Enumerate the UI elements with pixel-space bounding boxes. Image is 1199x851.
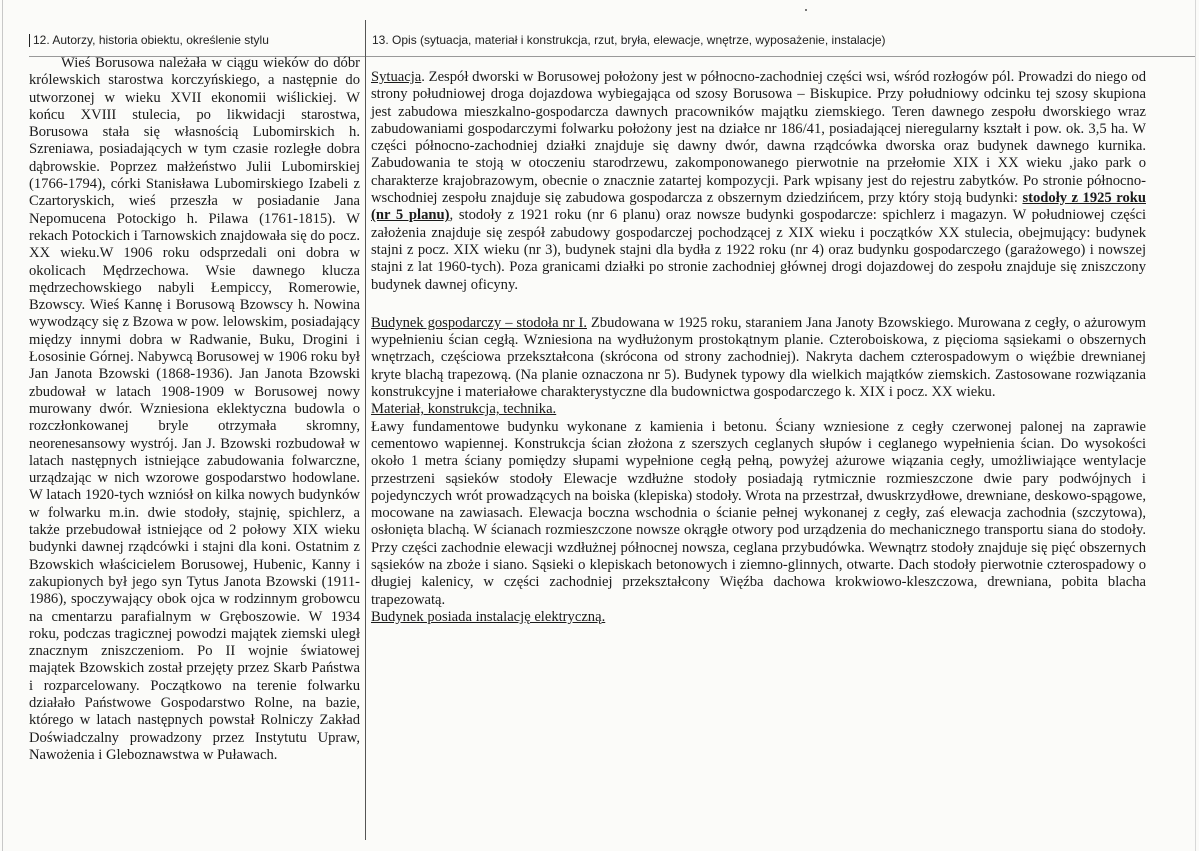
- description-column: [371, 69, 1146, 626]
- situation-paragraph: [371, 69, 1146, 294]
- history-column: [29, 55, 360, 764]
- situation-barn-reference: stodoły z 1925 roku (nr 5 planu): [371, 190, 1146, 224]
- material-heading: [371, 401, 1146, 418]
- section-13-header: 13. Opis (sytuacja, materiał i konstrukcja, rzut, bryła, elewacje, wnętrze, wyposażenie, instalacje): [372, 33, 886, 47]
- material-paragraph: Ławy fundamentowe budynku wykonane z kamienia i betonu. Ściany wzniesione z cegły czerwonej palonej na zaprawie cementowo wapiennej. Konstrukcja ścian złożona z szerszych ceglanych słupów i ceglanego wypełnienia ścian. Do wysokości około 1 metra ściany pomiędzy słupami wypełnione cegłą pełną, powyżej ażurowe wiązania cegły, umożliwiające wentylacje przestrzeni sąsieków stodoły Elewacje wzdłużne stodoły posiadają rytmicznie rozmieszczone dwie pary podwójnych i pojedynczych wrót prowadzących na boiska (klepiska) stodoły. Wrota na przestrzał, dwuskrzydłowe, drewniane, deskowo-spągowe, mocowane na zawiasach. Elewacja boczna wschodnia o ścianie pełnej wykonanej z cegły, zaś elewacja zachodnia (szczytowa), osłonięta blachą. W ścianach rozmieszczone nowsze okrągłe otwory pod urządzenia do mechanicznego transportu siana do stodoły. Przy części zachodnie elewacji wzdłużnej północnej nowsza, ceglana przybudówka. Wewnątrz stodoły znajduje się pięć obszernych sąsieków na zboże i siano. Sąsieki o klepiskach betonowych i ziemno-glinnych, otwarte. Dach stodoły pierwotnie czterospadowy o długiej kalenicy, w części zachodniej przekształcony Więźba dachowa krokwiowo-kleszczowa, drewniana, pobita blacha trapezowatą.: [371, 418, 1146, 608]
- building-paragraph: [371, 315, 1146, 401]
- material-label: Materiał, konstrukcja, technika.: [371, 401, 557, 418]
- building-text: Zbudowana w 1925 roku, staraniem Jana Janoty Bzowskiego. Murowana z cegły, o ażurowym wypełnieniu ścian cegłą. Wzniesiona na wydłużonym prostokątnym planie. Czteroboiskowa, z pięcioma sąsiekami o obszernych wnętrzach, częściowa przekształcona (skrócona od strony zachodniej). Nakryta dachem czterospadowym o więźbie drewnianej kryte blachą trapezową. (Na planie oznaczona nr 5). Budynek typowy dla wielkich majątków ziemskich. Zastosowane rozwiązania konstrukcyjne i materiałowe charakterystyczne dla budownictwa gospodarczego k. XIX i pocz. XX wieku.: [371, 314, 1146, 401]
- scan-speck: [805, 9, 807, 11]
- building-label: Budynek gospodarczy – stodoła nr I.: [371, 314, 587, 331]
- page-edge-right: [1195, 0, 1196, 851]
- header-rule-right: [366, 56, 1195, 57]
- page-edge-left: [2, 0, 3, 851]
- installation-paragraph: [371, 609, 1146, 626]
- installation-label: Budynek posiada instalację elektryczną.: [371, 608, 606, 625]
- section-12-header: 12. Autorzy, historia obiektu, określenie stylu: [33, 33, 269, 47]
- paragraph-gap: [371, 294, 1146, 315]
- column-divider: [365, 20, 366, 840]
- history-paragraph: Wieś Borusowa należała w ciągu wieków do dóbr królewskich starostwa korczyńskiego, a następnie do utworzonej w wieku XVII ekonomii wiślickiej. W końcu XVIII stulecia, po likwidacji starostwa, Borusowa stała się własnością Lubomirskich h. Szreniawa, posiadających w tym czasie rozległe dobra dąbrowskie. Poprzez małżeństwo Julii Lubomirskiej (1766-1794), córki Stanisława Lubomirskiego Izabeli z Czartoryskich, wieś przeszła w posiadanie Jana Nepomucena Potockigo h. Pilawa (1761-1815). W rekach Potockich i Tarnowskich znajdowała się do pocz. XX wieku.W 1906 roku odsprzedali oni dobra w okolicach Mędrzechowa. Wsie dawnego klucza mędrzechowskiego nabyli Łempiccy, Romerowie, Bzowscy. Wieś Kannę i Borusową Bzowscy h. Nowina wywodzący się z Bzowa w pow. lelowskim, posiadający między innymi dobra w Radwanie, Buku, Drogini i Łososinie Górnej. Nabywcą Borusowej w 1906 roku był Jan Janota Bzowski (1868-1936). Jan Janota Bzowski zbudował w latach 1908-1909 w Borusowej nowy murowany dwór. Wzniesiona eklektyczna budowla o rozczłonkowanej bryle otrzymała skromny, neorenesansowy wystrój. Jan J. Bzowski rozbudował w latach następnych istniejące zabudowania folwarczne, urządzając w nich wzorowe gospodarstwo hodowlane. W latach 1920-tych wzniósł on kilka nowych budynków w folwarku m.in. dwie stodoły, stajnię, spichlerz, a także przebudował istniejące od 2 połowy XIX wieku budynki dawnej rządcówki i stajni dla koni. Ostatnim z Bzowskich właścicielem Borusowej, Hubenic, Kanny i zakupionych był jego syn Tytus Janota Bzowski (1911-1986), spoczywający obok ojca w rodzinnym grobowcu na cmentarzu parafialnym w Gręboszowie. W 1934 roku, podczas tragicznej powodzi majątek ziemski uległ znacznym zniszczeniom. Po II wojnie światowej majątek Bzowskich został przejęty przez Skarb Państwa i rozparcelowany. Początkowo na terenie folwarku działało Państwowe Gospodarstwo Rolne, na bazie, którego w latach następnych powstał Rolniczy Zakład Doświadczalny prowadzony przez Instytutu Upraw, Nawożenia i Gleboznawstwa w Puławach.: [29, 55, 360, 763]
- situation-text-1: . Zespół dworski w Borusowej położony jest w północno-zachodniej części wsi, wśród rozłogów pól. Prowadzi do niego od strony południowej droga dojazdowa wybiegająca od szosy Borusowa – Biskupice. Przy południowy odcinku tej szosy skupiona jest zabudowa mieszkalno-gospodarcza dawnych pracowników majątku ziemskiego. Teren dawnego zespołu dworskiego wraz zabudowaniami gospodarczymi folwarku położony jest na działce nr 186/41, posiadającej nieregularny kształt i pow. ok. 3,5 ha. W części północno-zachodniej działki znajduje się dawny dwór, dawna rządcówka dworska oraz budynek dawnego kurnika. Zabudowania te stoją w otoczeniu starodrzewu, zakomponowanego pierwotnie na przełomie XIX i XX wieku ,jako park o charakterze krajobrazowym, obecnie o znacznie zatartej kompozycji. Park wpisany jest do rejestru zabytków. Po stronie północno-wschodniej zespołu znajduje się zabudowa gospodarcza z obszernym dziedzińcem, przy który stoją budynki:: [371, 69, 1146, 207]
- situation-text-2: , stodoły z 1921 roku (nr 6 planu) oraz nowsze budynki gospodarcze: spichlerz i magazyn. W południowej części założenia znajduje się zespół zabudowy gospodarczej pochodzącej z XIX wieku i początków XX stulecia, obejmujący: budynek stajni z pocz. XIX wieku (nr 3), budynek stajni dla bydła z 1922 roku (nr 4) oraz budynku gospodarczego (garażowego) i nowszej stajni z lat 1960-tych). Poza granicami działki po stronie zachodniej głównej drogi dojazdowej do zespołu znajduje się zniszczony budynek dawnej oficyny.: [371, 207, 1146, 293]
- situation-label: Sytuacja: [371, 69, 422, 85]
